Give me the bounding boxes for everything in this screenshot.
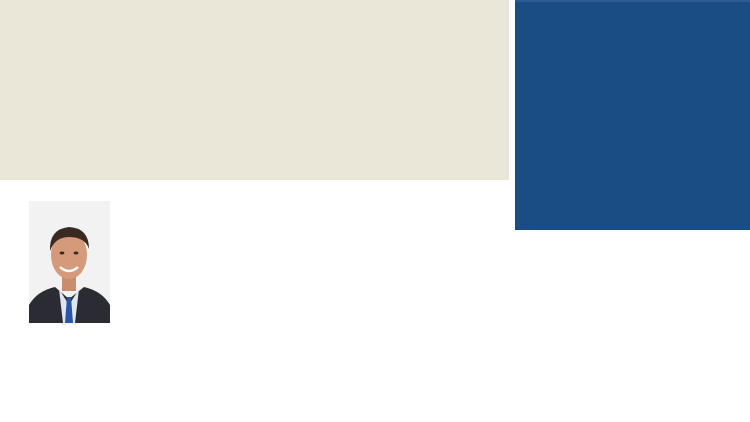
article-lanzinger (29, 199, 251, 422)
advertisement-it-anwendertage[interactable] (515, 0, 750, 422)
ad-header (515, 0, 750, 230)
article-schmied-box (0, 0, 509, 180)
photo-float-spacer (29, 199, 114, 323)
